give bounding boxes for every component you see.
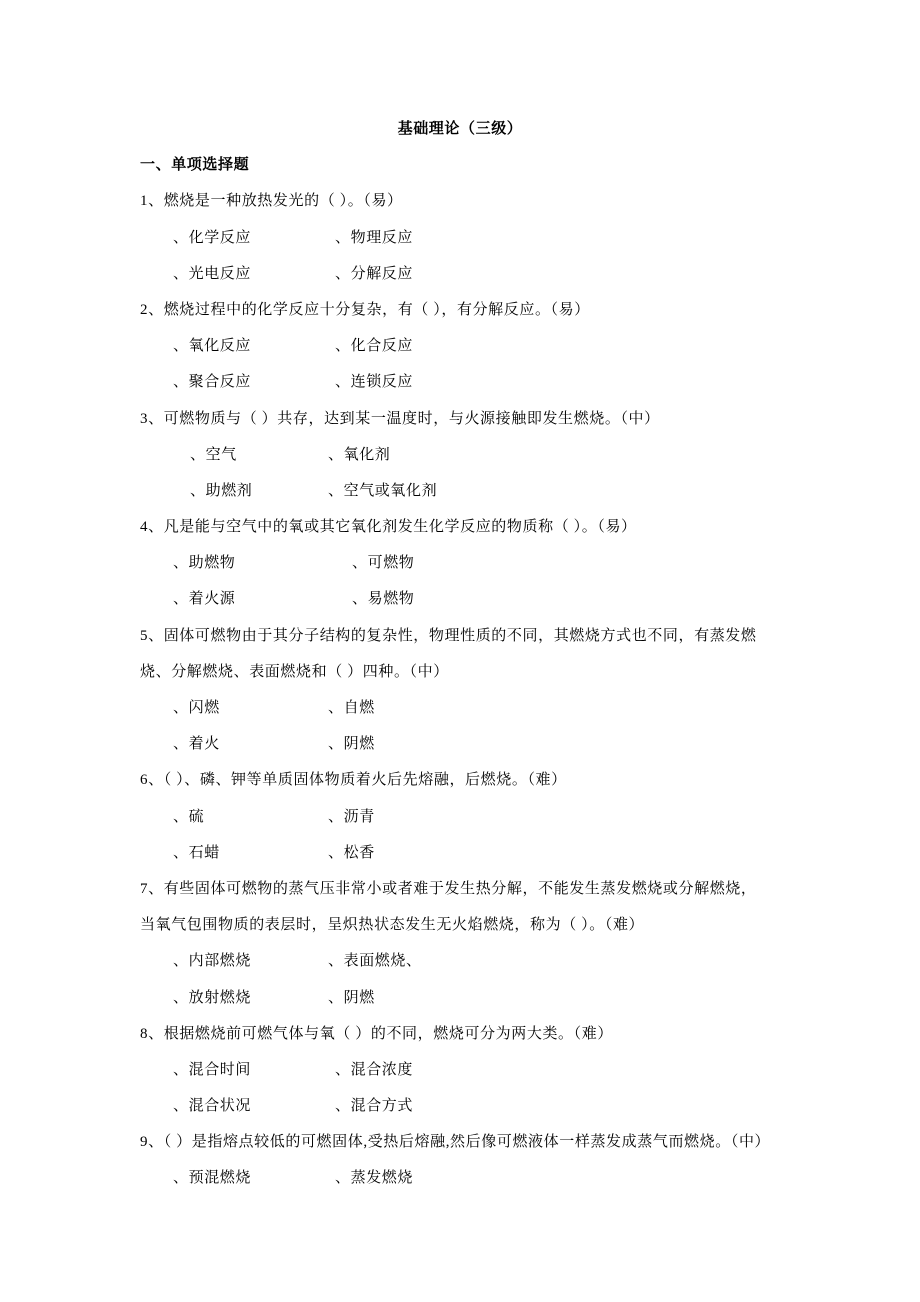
question-3-option: 、空气或氧化剂 [328,482,438,499]
question-5-text-line-1: 5、固体可燃物由于其分子结构的复杂性，物理性质的不同，其燃烧方式也不同，有蒸发燃 [140,627,757,644]
question-2-option: 、连锁反应 [335,374,414,391]
question-9-option: 、蒸发燃烧 [335,1170,414,1187]
document-body [0,111,920,1197]
question-9-option: 、预混燃烧 [173,1170,252,1187]
question-2-text: 2、燃烧过程中的化学反应十分复杂，有（ ），有分解反应。（易） [140,301,590,318]
question-7-option: 、阴燃 [328,989,375,1006]
question-6 [0,762,920,871]
question-8-options-row-2 [0,1088,920,1124]
section-heading: 一、单项选择题 [140,157,250,174]
question-5-option: 、自燃 [328,700,375,716]
question-2-option: 、化合反应 [335,338,414,355]
question-5 [0,618,920,763]
question-8 [0,1016,920,1125]
question-7-option: 、放射燃烧 [173,989,252,1006]
question-4-text: 4、凡是能与空气中的氧或其它氧化剂发生化学反应的物质称（ ）。（易） [140,519,637,536]
question-8-option: 、混合浓度 [335,1061,414,1078]
question-1-text: 1、燃烧是一种放热发光的（ ）。（易） [140,193,403,210]
question-4-options-row-1 [0,545,920,581]
question-9-options-row-1 [0,1160,920,1196]
question-4-option: 、易燃物 [352,591,415,608]
question-6-options-row-2 [0,835,920,871]
question-1-options-row-1 [0,220,920,256]
question-4 [0,509,920,618]
question-5-option: 、阴燃 [328,736,375,753]
question-4-options-row-2 [0,581,920,617]
question-1-option: 、化学反应 [173,229,252,246]
question-6-text: 6、（ ）、磷、钾等单质固体物质着火后先熔融，后燃烧。（难） [140,772,567,789]
question-2-option: 、聚合反应 [173,374,252,391]
question-5-option: 、闪燃 [173,700,220,716]
question-3-option: 、助燃剂 [190,482,253,499]
question-7-options-row-1 [0,943,920,979]
question-3-option: 、氧化剂 [328,446,391,463]
question-2 [0,292,920,401]
question-3-options-row-2 [0,473,920,509]
question-2-options-row-2 [0,364,920,400]
question-5-options-row-1 [0,690,920,726]
question-6-option: 、沥青 [328,808,375,825]
question-1-options-row-2 [0,256,920,292]
question-7-option: 、表面燃烧、 [328,953,422,970]
question-6-option: 、硫 [173,808,205,825]
question-5-text-line-2: 烧、分解燃烧、表面燃烧和（ ）四种。（中） [140,663,449,680]
question-1 [0,183,920,292]
question-1-option: 、物理反应 [335,229,414,246]
question-1-option: 、光电反应 [173,265,252,282]
question-8-text: 8、根据燃烧前可燃气体与氧（ ）的不同，燃烧可分为两大类。（难） [140,1025,613,1042]
question-3-option: 、空气 [190,446,237,463]
question-3-options-row-1 [0,437,920,473]
question-8-option: 、混合方式 [335,1098,414,1115]
question-8-options-row-1 [0,1052,920,1088]
question-6-options-row-1 [0,799,920,835]
question-8-option: 、混合时间 [173,1061,252,1078]
question-7-options-row-2 [0,980,920,1016]
question-9-text: 9、（ ）是指熔点较低的可燃固体,受热后熔融,然后像可燃液体一样蒸发成蒸气而燃烧。（中） [140,1134,771,1151]
question-4-option: 、可燃物 [352,555,415,572]
question-2-option: 、氧化反应 [173,338,252,355]
question-4-option: 、着火源 [173,591,236,608]
question-7-text-line-1: 7、有些固体可燃物的蒸气压非常小或者难于发生热分解，不能发生蒸发燃烧或分解燃烧， [140,880,757,897]
question-6-option: 、松香 [328,844,375,861]
question-7 [0,871,920,1016]
question-7-option: 、内部燃烧 [173,953,252,970]
question-5-option: 、着火 [173,736,220,753]
question-9 [0,1124,920,1196]
question-7-text-line-2: 当氧气包围物质的表层时，呈炽热状态发生无火焰燃烧，称为（ ）。（难） [140,917,645,934]
question-5-options-row-2 [0,726,920,762]
question-2-options-row-1 [0,328,920,364]
question-3 [0,401,920,510]
question-8-option: 、混合状况 [173,1098,252,1115]
document-title: 基础理论（三级） [397,121,523,137]
question-6-option: 、石蜡 [173,844,220,861]
question-4-option: 、助燃物 [173,555,236,572]
question-1-option: 、分解反应 [335,265,414,282]
question-3-text: 3、可燃物质与（ ）共存，达到某一温度时，与火源接触即发生燃烧。（中） [140,410,660,427]
